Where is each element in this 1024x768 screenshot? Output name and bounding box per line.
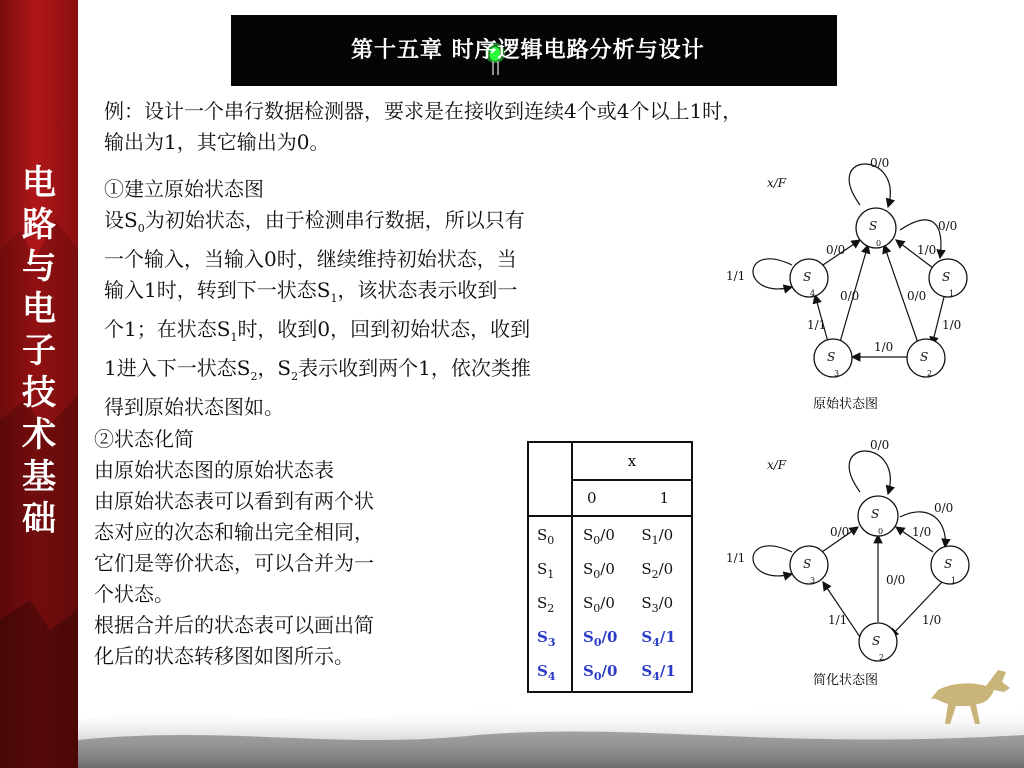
table-cell-next1: $S_4/1$	[641, 628, 676, 649]
table-states-col	[528, 516, 572, 692]
label-s1-s0: 0/0	[934, 501, 954, 515]
label-s1-s0: 0/0	[938, 219, 958, 233]
label-s3-s0: 0/0	[840, 289, 860, 303]
table-row-state: $S_0$	[537, 526, 555, 547]
step2-heading: ②状态化简	[94, 427, 194, 451]
step2-line: 个状态。	[94, 582, 174, 606]
label-s1-s2: 1/0	[922, 613, 942, 627]
svg-text:S: S	[869, 219, 878, 233]
step1-line-5: 1进入下一状态$S_2$，$S_2$表示收到两个1，依次类推	[104, 356, 531, 383]
label-s3-s0: 0/0	[830, 525, 850, 539]
s3-self-loop	[753, 546, 792, 576]
step2-line: 由原始状态图的原始状态表	[94, 458, 334, 482]
svg-text:4: 4	[810, 289, 816, 298]
svg-text:1: 1	[949, 289, 955, 298]
table-next0-col	[572, 516, 633, 692]
original-state-diagram	[720, 150, 1010, 420]
table-cell-next0: $S_0/0$	[583, 662, 618, 683]
svg-text:1: 1	[951, 576, 957, 585]
step1-section	[104, 174, 704, 423]
step1-line-1: 设$S_0$为初始状态，由于检测串行数据，所以只有	[104, 208, 525, 235]
table-input-header: x	[572, 442, 692, 480]
svg-text:S: S	[872, 634, 881, 648]
table-row-state: $S_2$	[537, 594, 555, 615]
sidebar-title: 电路与电子技术基础	[22, 163, 56, 539]
svg-text:0: 0	[878, 527, 884, 536]
table-cell-next1: $S_1/0$	[641, 526, 674, 547]
step2-section	[94, 424, 514, 672]
horse-icon	[928, 660, 1018, 728]
svg-text:S: S	[942, 270, 951, 284]
table-cell-next1: $S_2/0$	[641, 560, 674, 581]
intro-line-2: 输出为1，其它输出为0。	[104, 130, 330, 154]
state-table	[527, 441, 693, 683]
simplified-state-diagram	[720, 432, 1010, 692]
svg-text:2: 2	[927, 369, 933, 378]
diagram2-caption: 简化状态图	[813, 673, 879, 688]
svg-text:S: S	[871, 507, 880, 521]
bottom-landscape	[78, 680, 1024, 768]
table-cell-next0: $S_0/0$	[583, 560, 615, 581]
svg-text:S: S	[827, 350, 836, 364]
table-cell-next1: $S_3/0$	[641, 594, 674, 615]
table-row-state: $S_4$	[537, 662, 556, 683]
s0-self-loop	[849, 451, 890, 494]
example-intro	[104, 96, 1004, 158]
s4-self-loop	[753, 259, 792, 289]
label-s2-s3: 1/0	[874, 340, 894, 354]
s1-to-s2	[890, 580, 944, 637]
step2-line: 根据合并后的状态表可以画出简	[94, 613, 374, 637]
table-input-values	[572, 480, 692, 516]
sidebar	[0, 0, 78, 768]
step2-line: 由原始状态表可以看到有两个状	[94, 489, 374, 513]
label-s0-s1: 1/0	[917, 243, 937, 257]
label-s2-s0: 0/0	[907, 289, 927, 303]
diagram2-legend: x/F	[767, 458, 787, 472]
label-s0-loop: 0/0	[870, 156, 890, 170]
table-col-0: 0	[587, 489, 597, 507]
label-s2-s0: 0/0	[886, 573, 906, 587]
diagram1-caption: 原始状态图	[813, 397, 879, 412]
label-s3-s4: 1/1	[807, 318, 827, 332]
step2-line: 它们是等价状态，可以合并为一	[94, 551, 374, 575]
step1-line-4: 个1；在状态$S_1$时，收到0，回到初始状态，收到	[104, 317, 531, 344]
table-cell-next1: $S_4/1$	[641, 662, 676, 683]
label-s1-s2: 1/0	[942, 318, 962, 332]
svg-text:3: 3	[810, 576, 816, 585]
svg-text:S: S	[944, 557, 953, 571]
table-row-state: $S_3$	[537, 628, 556, 649]
table-cell-next0: $S_0/0$	[583, 594, 615, 615]
svg-text:S: S	[803, 557, 812, 571]
table-col-1: 1	[659, 489, 669, 507]
svg-text:3: 3	[834, 369, 840, 378]
step1-line-2: 一个输入，当输入0时，继续维持初始状态，当	[104, 247, 517, 271]
step1-heading: ①建立原始状态图	[104, 177, 264, 201]
step2-line: 化后的状态转移图如图所示。	[94, 644, 354, 668]
svg-text:S: S	[920, 350, 929, 364]
label-s4-loop: 1/1	[726, 269, 746, 283]
label-s0-s1: 1/0	[912, 525, 932, 539]
slide-header	[231, 15, 837, 86]
label-s4-s0: 0/0	[826, 243, 846, 257]
diagram1-legend: x/F	[767, 176, 787, 190]
s0-self-loop	[849, 164, 890, 207]
label-s3-loop: 1/1	[726, 551, 746, 565]
label-s0-loop: 0/0	[870, 438, 890, 452]
svg-text:2: 2	[879, 653, 885, 662]
s2-to-s3	[823, 582, 860, 637]
step1-line-3: 输入1时，转到下一状态$S_1$，该状态表示收到一	[104, 278, 518, 305]
table-cell-next0: $S_0/0$	[583, 526, 615, 547]
svg-text:S: S	[803, 270, 812, 284]
page-title: 第十五章 时序逻辑电路分析与设计	[351, 38, 705, 63]
step1-line-6: 得到原始状态图如。	[104, 395, 284, 419]
label-s2-s3: 1/1	[828, 613, 848, 627]
table-cell-next0: $S_0/0$	[583, 628, 618, 649]
svg-text:0: 0	[876, 239, 882, 248]
table-row-state: $S_1$	[537, 560, 555, 581]
intro-line-1: 例：设计一个串行数据检测器，要求是在接收到连续4个或4个以上1时，	[104, 99, 743, 123]
table-corner	[528, 442, 572, 516]
table-next1-col	[633, 516, 692, 692]
step2-line: 态对应的次态和输出完全相同，	[94, 520, 374, 544]
